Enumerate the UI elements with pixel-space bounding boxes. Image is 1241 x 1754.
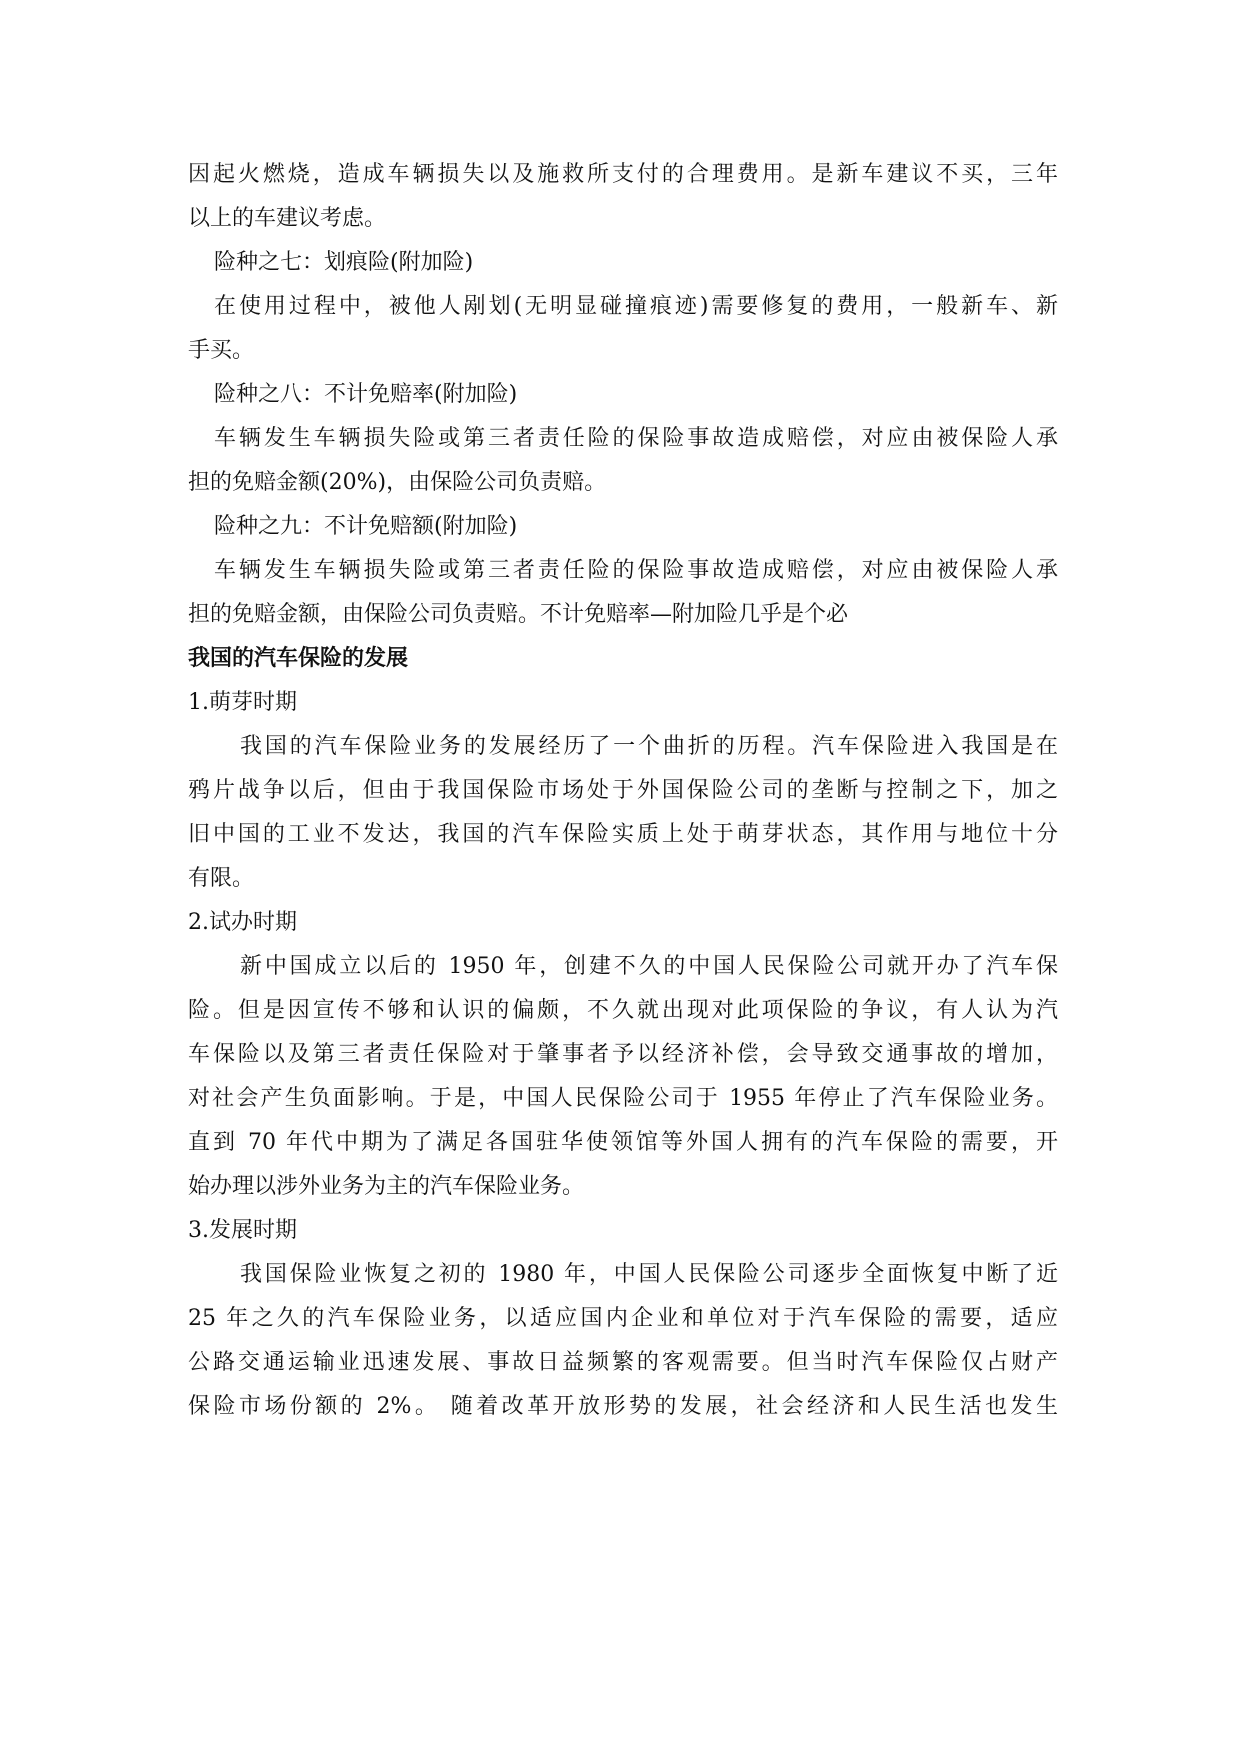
text-line: 始办理以涉外业务为主的汽车保险业务。 [188,1174,585,1199]
text-line: 1.萌芽时期 [188,690,297,715]
text-line: 险种之九：不计免赔额(附加险) [214,514,518,539]
text-line: 3.发展时期 [188,1218,297,1243]
text-line: 车辆发生车辆损失险或第三者责任险的保险事故造成赔偿，对应由被保险人承 [214,558,1058,583]
text-line: 担的免赔金额，由保险公司负责赔。不计免赔率—附加险几乎是个必 [188,602,849,627]
text-line: 车保险以及第三者责任保险对于肇事者予以经济补偿，会导致交通事故的增加， [188,1042,1058,1067]
text-line: 以上的车建议考虑。 [188,206,387,231]
text-line: 旧中国的工业不发达，我国的汽车保险实质上处于萌芽状态，其作用与地位十分 [188,822,1058,847]
text-line: 公路交通运输业迅速发展、事故日益频繁的客观需要。但当时汽车保险仅占财产 [188,1350,1058,1375]
text-line: 在使用过程中，被他人剐划(无明显碰撞痕迹)需要修复的费用，一般新车、新 [214,294,1058,319]
text-line: 我国的汽车保险业务的发展经历了一个曲折的历程。汽车保险进入我国是在 [240,734,1058,759]
text-line: 有限。 [188,866,255,891]
text-line: 险种之八：不计免赔率(附加险) [214,382,518,407]
text-line: 保险市场份额的 2%。 随着改革开放形势的发展，社会经济和人民生活也发生 [188,1394,1058,1419]
text-line: 新中国成立以后的 1950 年，创建不久的中国人民保险公司就开办了汽车保 [240,954,1058,979]
text-line: 鸦片战争以后，但由于我国保险市场处于外国保险公司的垄断与控制之下，加之 [188,778,1058,803]
text-line: 手买。 [188,338,255,363]
text-line: 险种之七：划痕险(附加险) [214,250,474,275]
text-line: 车辆发生车辆损失险或第三者责任险的保险事故造成赔偿，对应由被保险人承 [214,426,1058,451]
text-line: 因起火燃烧，造成车辆损失以及施救所支付的合理费用。是新车建议不买，三年 [188,162,1058,187]
text-line: 2.试办时期 [188,910,297,935]
text-line: 担的免赔金额(20%)，由保险公司负责赔。 [188,470,607,495]
text-line: 险。但是因宣传不够和认识的偏颇，不久就出现对此项保险的争议，有人认为汽 [188,998,1058,1023]
text-line: 直到 70 年代中期为了满足各国驻华使领馆等外国人拥有的汽车保险的需要，开 [188,1130,1058,1155]
document-body [188,153,1058,1429]
section-heading: 我国的汽车保险的发展 [188,646,409,671]
text-line: 对社会产生负面影响。于是，中国人民保险公司于 1955 年停止了汽车保险业务。 [188,1086,1058,1111]
text-line: 我国保险业恢复之初的 1980 年，中国人民保险公司逐步全面恢复中断了近 [240,1262,1058,1287]
text-line: 25 年之久的汽车保险业务，以适应国内企业和单位对于汽车保险的需要，适应 [188,1306,1058,1331]
